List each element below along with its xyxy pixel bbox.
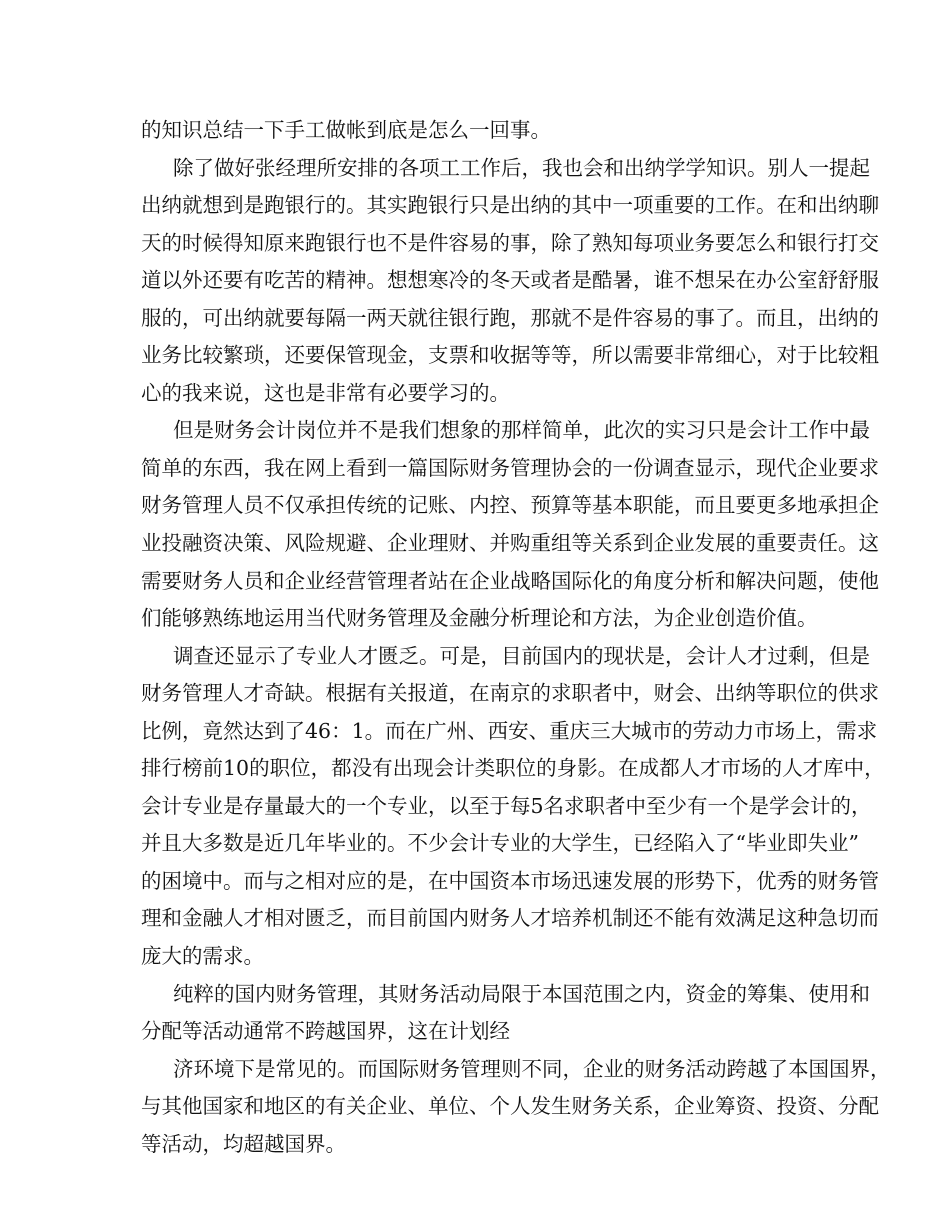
text-line: 并且大多数是近几年毕业的。不少会计专业的大学生，已经陷入了“毕业即失业” [141,831,859,856]
text-line: 等活动，均超越国界。 [141,1131,346,1156]
text-line: 理和金融人才相对匮乏，而目前国内财务人才培养机制还不能有效满足这种急切而 [141,906,879,931]
document-body [141,112,891,1163]
text-line: 业务比较繁琐，还要保管现金，支票和收据等等，所以需要非常细心，对于比较粗 [141,343,879,368]
text-line: 业投融资决策、风险规避、企业理财、并购重组等关系到企业发展的重要责任。这 [141,531,879,556]
paragraph [141,1051,891,1164]
text-line: 分配等活动通常不跨越国界，这在计划经 [141,1019,510,1044]
text-line: 的困境中。而与之相对应的是，在中国资本市场迅速发展的形势下，优秀的财务管 [141,868,879,893]
text-line: 财务管理人才奇缺。根据有关报道，在南京的求职者中，财会、出纳等职位的供求 [141,681,879,706]
text-line: 调查还显示了专业人才匮乏。可是，目前国内的现状是，会计人才过剩，但是 [173,643,870,668]
text-line: 需要财务人员和企业经营管理者站在企业战略国际化的角度分析和解决问题，使他 [141,568,879,593]
text-line: 心的我来说，这也是非常有必要学习的。 [141,380,510,405]
text-line: 会计专业是存量最大的一个专业，以至于每5名求职者中至少有一个是学会计的， [141,793,872,818]
text-line: 财务管理人员不仅承担传统的记账、内控、预算等基本职能，而且要更多地承担企 [141,493,879,518]
text-line: 但是财务会计岗位并不是我们想象的那样简单，此次的实习只是会计工作中最 [173,418,870,443]
text-line: 天的时候得知原来跑银行也不是件容易的事，除了熟知每项业务要怎么和银行打交 [141,230,879,255]
text-line: 道以外还要有吃苦的精神。想想寒冷的冬天或者是酷暑，谁不想呆在办公室舒舒服 [141,268,879,293]
text-line: 比例，竟然达到了46：1。而在广州、西安、重庆三大城市的劳动力市场上，需求 [141,718,878,743]
text-line: 出纳就想到是跑银行的。其实跑银行只是出纳的其中一项重要的工作。在和出纳聊 [141,193,879,218]
text-line: 排行榜前10的职位，都没有出现会计类职位的身影。在成都人才市场的人才库中， [141,756,885,781]
paragraph [141,112,821,150]
text-line: 与其他国家和地区的有关企业、单位、个人发生财务关系，企业筹资、投资、分配 [141,1094,879,1119]
text-line: 除了做好张经理所安排的各项工工作后，我也会和出纳学学知识。别人一提起 [173,155,870,180]
text-line: 济环境下是常见的。而国际财务管理则不同，企业的财务活动跨越了本国国界， [173,1056,891,1081]
text-line: 纯粹的国内财务管理，其财务活动局限于本国范围之内，资金的筹集、使用和 [173,981,870,1006]
text-line: 服的，可出纳就要每隔一两天就往银行跑，那就不是件容易的事了。而且，出纳的 [141,305,879,330]
paragraph [141,150,879,413]
text-line: 庞大的需求。 [141,944,264,969]
text-line: 们能够熟练地运用当代财务管理及金融分析理论和方法，为企业创造价值。 [141,606,818,631]
text-line: 的知识总结一下手工做帐到底是怎么一回事。 [141,118,551,142]
paragraph [141,638,885,976]
text-line: 简单的东西，我在网上看到一篇国际财务管理协会的一份调查显示，现代企业要求 [141,455,879,480]
paragraph [141,412,879,637]
paragraph [141,976,870,1051]
